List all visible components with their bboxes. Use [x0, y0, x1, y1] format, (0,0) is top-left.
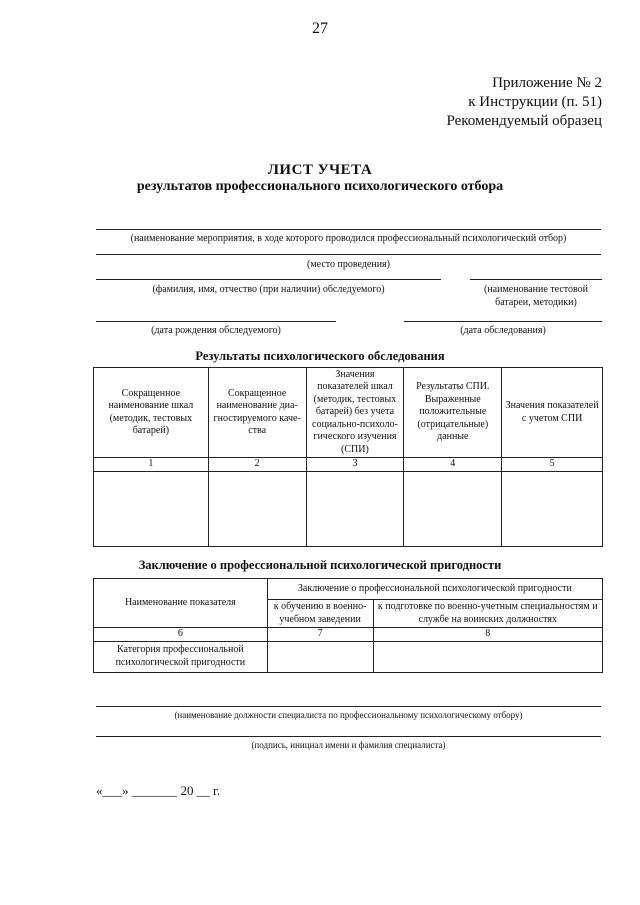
conclusion-row-label: Категория профессиональной психологической пригодности: [94, 641, 268, 672]
conclusion-table: [93, 578, 603, 673]
appendix-block: [446, 74, 602, 131]
sign-caption: (подпись, инициал имени и фамилия специалиста): [251, 740, 446, 750]
results-cell-3[interactable]: [306, 471, 404, 546]
conclusion-heading: Заключение о профессиональной психологической пригодности: [138, 558, 502, 572]
results-heading: Результаты психологического обследования: [195, 349, 445, 363]
results-number-row: [94, 458, 603, 472]
event-caption: (наименование мероприятия, в ходе которого проводился профессиональный психологический отбор): [130, 233, 567, 244]
conclusion-data-row: [94, 641, 603, 672]
conclusion-cell-training[interactable]: [267, 641, 373, 672]
place-caption: (место проведения): [306, 259, 390, 270]
results-col-3: Значения показателей шкал (методик, тестовых батарей) без учета социально-психоло-гического изучения (СПИ): [306, 368, 404, 458]
exam-date-caption: (дата обследования): [460, 325, 546, 336]
exam-date-line[interactable]: [404, 321, 602, 322]
birth-date-caption: (дата рождения обследуемого): [151, 325, 281, 336]
conclusion-number-row: [94, 628, 603, 642]
battery-caption: (наименование тестовой батареи, методики): [484, 284, 588, 308]
place-line[interactable]: [96, 254, 601, 255]
fio-caption: (фамилия, имя, отчество (при наличии) обследуемого): [152, 284, 385, 295]
results-header-row: [94, 368, 603, 458]
results-cell-5[interactable]: [502, 471, 603, 546]
results-cell-2[interactable]: [208, 471, 306, 546]
sign-line[interactable]: [96, 736, 601, 737]
conclusion-header-row: [94, 579, 603, 600]
results-col-5: Значения показателей с учетом СПИ: [502, 368, 603, 458]
conclusion-col-group: Заключение о профессиональной психологической пригодности: [267, 579, 602, 600]
conclusion-col-indicator: Наименование показателя: [94, 579, 268, 628]
results-col-1: Сокращенное наименование шкал (методик, тестовых батарей): [94, 368, 209, 458]
results-cell-1[interactable]: [94, 471, 209, 546]
appendix-line-1: Приложение № 2: [492, 75, 602, 91]
date-line[interactable]: «___» _______ 20 __ г.: [96, 783, 221, 798]
results-num-5: 5: [502, 458, 603, 472]
birth-date-line[interactable]: [96, 321, 336, 322]
fio-line[interactable]: [96, 279, 441, 280]
page-number: 27: [312, 20, 328, 37]
results-data-row: [94, 471, 603, 546]
results-num-1: 1: [94, 458, 209, 472]
conclusion-cell-service[interactable]: [373, 641, 603, 672]
results-num-3: 3: [306, 458, 404, 472]
appendix-line-3: Рекомендуемый образец: [446, 113, 602, 129]
conclusion-num-6: 6: [94, 628, 268, 642]
conclusion-col-service: к подготовке по военно-учетным специальностям и службе на воинских должностях: [373, 600, 603, 628]
results-col-2: Сокращенное наименование диа-гностируемого каче-ства: [208, 368, 306, 458]
conclusion-num-7: 7: [267, 628, 373, 642]
results-num-4: 4: [404, 458, 502, 472]
position-caption: (наименование должности специалиста по профессиональному психологическому отбору): [174, 710, 523, 720]
conclusion-num-8: 8: [373, 628, 603, 642]
battery-line[interactable]: [470, 279, 602, 280]
results-col-4: Результаты СПИ. Выраженные положительные (отрицательные) данные: [404, 368, 502, 458]
results-cell-4[interactable]: [404, 471, 502, 546]
conclusion-col-training: к обучению в военно-учебном заведении: [267, 600, 373, 628]
appendix-line-2: к Инструкции (п. 51): [468, 94, 602, 110]
results-num-2: 2: [208, 458, 306, 472]
document-title: ЛИСТ УЧЕТА: [267, 162, 373, 178]
event-line[interactable]: [96, 229, 601, 230]
document-subtitle: результатов профессионального психологического отбора: [136, 179, 504, 194]
position-line[interactable]: [96, 706, 601, 707]
results-table: [93, 367, 603, 547]
